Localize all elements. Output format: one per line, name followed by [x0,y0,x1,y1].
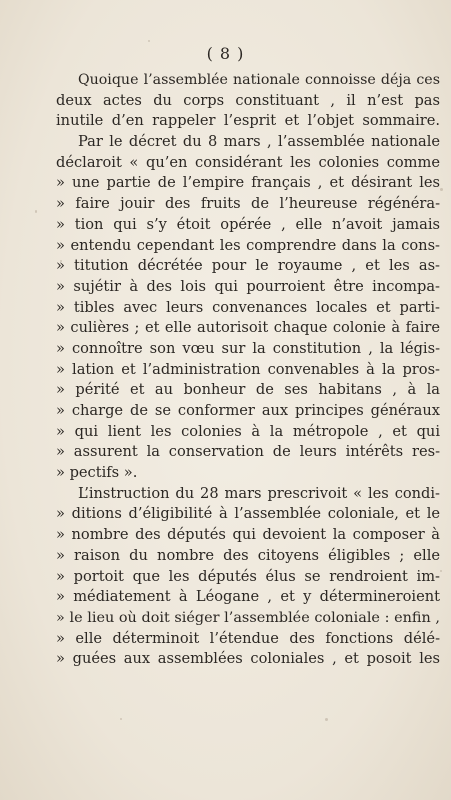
text-line: » lation et l’administration convenables à la pros- [56,360,440,378]
text-line: » qui lient les colonies à la métropole , et qui [56,422,440,440]
text-line: » pectifs ». [56,464,138,482]
text-line: » titution décrétée pour le royaume , et les as- [56,257,440,275]
text-line: » assurent la conservation de leurs intérêts res- [56,443,440,461]
text-line: Quoique l’assemblée nationale connoisse déja ces [78,72,440,88]
text-line: » médiatement à Léogane , et y détermineroient [56,588,440,606]
text-line: » charge de se conformer aux principes généraux [56,402,440,419]
text-line: » raison du nombre des citoyens éligibles ; elle [56,546,440,564]
text-line: » périté et au bonheur de ses habitans , à la [56,381,440,399]
text-line: déclaroit « qu’en considérant les colonies comme [56,153,440,171]
text-line: deux actes du corps constituant , il n’est pas [56,91,440,109]
page-number: ( 8 ) [206,44,245,63]
text-line: » sujétir à des lois qui pourroient être incompa- [56,277,440,295]
text-line: » elle déterminoit l’étendue des fonctions délé- [56,629,440,647]
paper-speck [35,210,37,213]
text-line: » culières ; et elle autorisoit chaque colonie à faire [56,319,440,337]
text-line: » entendu cependant les comprendre dans la cons- [56,236,440,254]
paper-speck [325,718,328,721]
text-line: » connoître son vœu sur la constitution , la légis- [56,339,440,357]
paper-speck [60,260,62,262]
paper-speck [440,188,443,191]
paper-speck [440,570,442,572]
paper-speck [148,40,150,42]
text-line: inutile d’en rappeler l’esprit et l’objet sommaire. [56,112,440,130]
text-line: » une partie de l’empire français , et désirant les [56,174,440,192]
text-line: » tion qui s’y étoit opérée , elle n’avoit jamais [56,215,440,233]
text-line: Par le décret du 8 mars , l’assemblée nationale [78,133,440,151]
text-line: » faire jouir des fruits de l’heureuse régénéra- [56,195,440,213]
text-line: » guées aux assemblées coloniales , et posoit les [56,650,440,668]
text-line: » ditions d’éligibilité à l’assemblée coloniale, et le [56,505,440,523]
text-line: L’instruction du 28 mars prescrivoit « les condi- [78,484,440,502]
text-line: » nombre des députés qui devoient la composer à [56,526,440,544]
body-text [56,70,440,670]
text-line: » tibles avec leurs convenances locales et parti- [56,298,440,316]
text-line: » portoit que les députés élus se rendroient im- [56,567,440,585]
text-line: » le lieu où doit siéger l’assemblée coloniale : enfin , [56,609,440,626]
paper-speck [120,718,122,720]
